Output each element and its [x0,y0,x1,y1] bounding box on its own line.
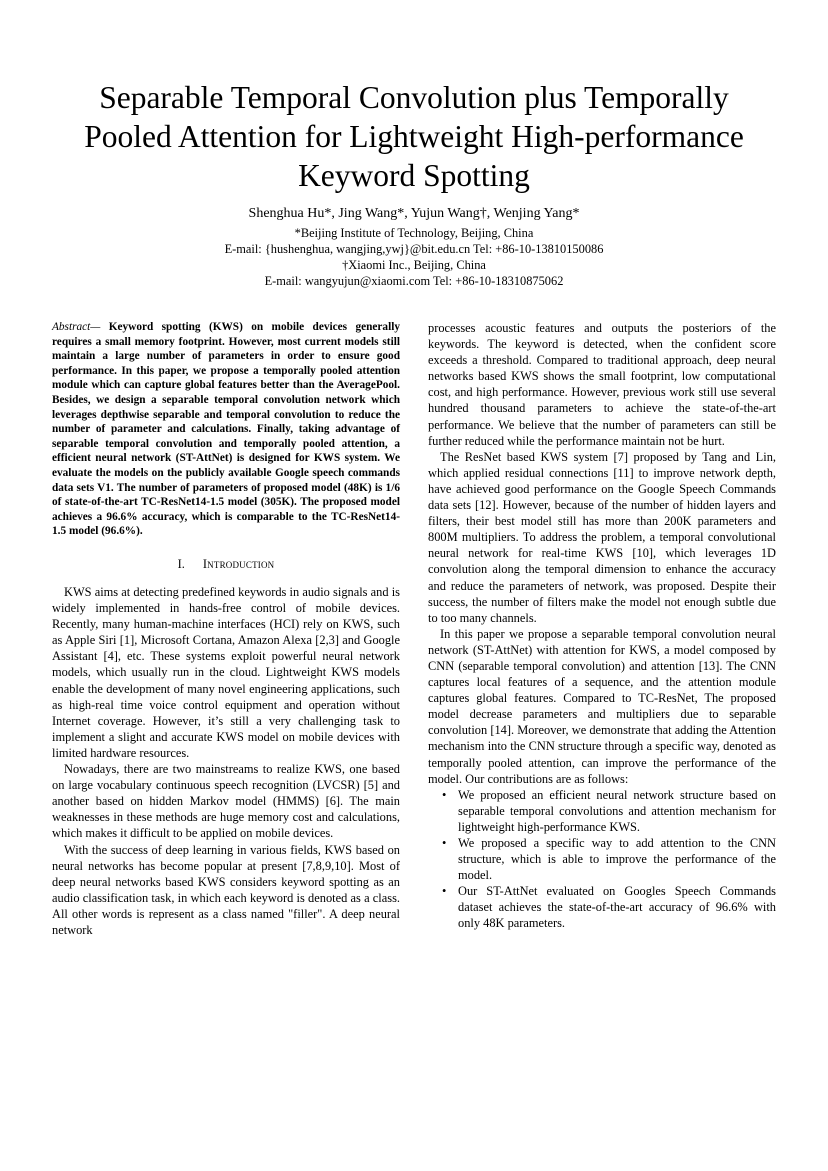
title-line: Keyword Spotting [298,158,530,193]
email-1: E-mail: {hushenghua, wangjing,ywj}@bit.edu.cn Tel: +86-10-13810150086 [224,242,604,256]
abstract-body: Keyword spotting (KWS) on mobile devices generally requires a small memory footprint. However, most current models still maintain a large number of parameters in order to ensure good performance. In this paper, we propose a temporally pooled attention module which can capture global features better than the AveragePool. Besides, we design a separable temporal convolution network which leverages depthwise separable and temporal convolution to reduce the number of parameter and calculations. Finally, taking advantage of separable temporal convolution and temporally pooled attention, a efficient neural network (ST-AttNet) is designed for KWS system. We evaluate the models on the publicly available Google speech commands data sets V1. The number of parameters of proposed model (48K) is 1/6 of state-of-the-art TC-ResNet14-1.5 model (305K). The proposed model achieves a 96.6% accuracy, which is comparable to the TC-ResNet14-1.5 model (96.6%). [52,321,400,538]
list-item [428,787,776,835]
bullet-icon: • [442,884,447,899]
affiliation-1: *Beijing Institute of Technology, Beijing, China [294,226,534,240]
right-column [428,320,776,932]
list-item [428,835,776,883]
paragraph: KWS aims at detecting predefined keywords in audio signals and is widely implemented in hands-free control of mobile devices. Recently, many human-machine interfaces (HCI) rely on KWS, such as Apple Siri [1], Microsoft Cortana, Amazon Alexa [2,3] and Google Assistant [4], etc. These systems exploit powerful neural network models, which usually run in the cloud. Lightweight KWS models enable the development of many novel engineering applications, such as high-real time voice control equipment and operation without Internet coverage. However, it’s still a very challenging task to implement a slight and accurate KWS model on mobile devices with limited hardware resources. [52,585,400,760]
author-list: Shenghua Hu*, Jing Wang*, Yujun Wang†, Wenjing Yang* [248,206,580,221]
section-title: Introduction [202,556,275,571]
paragraph: With the success of deep learning in various fields, KWS based on neural networks has become popular at present [7,8,9,10]. Most of deep neural networks based KWS considers keyword spotting as an audio classification task, in which each keyword is denoted as a class. All other words is represent as a class named "filler". A deep neural network [52,842,400,937]
affiliation-2: †Xiaomi Inc., Beijing, China [342,258,486,272]
bullet-icon: • [442,787,447,802]
left-column [52,320,400,938]
paper-title [40,78,788,195]
contribution-list [428,787,776,932]
email-2: E-mail: wangyujun@xiaomi.com Tel: +86-10-18310875062 [264,274,564,288]
title-line: Pooled Attention for Lightweight High-performance [84,119,744,154]
paragraph: Nowadays, there are two mainstreams to realize KWS, one based on large vocabulary continuous speech recognition (LVCSR) [5] and another based on hidden Markov model (HMMS) [6]. The main weaknesses in these methods are huge memory cost and calculations, which makes it difficult to be applied on mobile devices. [52,762,400,841]
list-item [428,883,776,931]
section-number: I. [177,556,185,571]
abstract-lead: Abstract— [52,321,101,333]
abstract [52,320,400,539]
list-item-text: We proposed an efficient neural network structure based on separable temporal convolutions and attention mechanism for lightweight high-performance KWS. [458,787,776,834]
section-heading [52,556,400,572]
paragraph: The ResNet based KWS system [7] proposed by Tang and Lin, which applied residual connections [11] to improve network depth, have achieved good performance on the Google Speech Commands data sets [12]. However, because of the number of hidden layers and filters, their best model still has more than 200K parameters and 800M multipliers. To address the problem, a temporal convolutional neural network for real-time KWS [10], which leverages 1D convolution along the temporal dimension to enhance the accuracy and reduce the parameters of network, was proposed. Despite their success, the number of filters make the model not enough subtle due to too many channels. [428,449,776,625]
paragraph: In this paper we propose a separable temporal convolution neural network (ST-AttNet) with attention for KWS, a model composed by CNN (separable temporal convolution) and attention [13]. The CNN captures local features of a sequence, and the attention module captures global features. Compared to TC-ResNet, The proposed model decrease parameters and multipliers due to separable convolution [14]. Moreover, we demonstrate that adding the Attention mechanism into the CNN structure through a specific way, denoted as temporally pooled attention, can improve the performance of the model. Our contributions are as follows: [428,626,776,786]
list-item-text: We proposed a specific way to add attention to the CNN structure, which is able to improve the performance of the model. [458,836,776,883]
bullet-icon: • [442,836,447,850]
title-line: Separable Temporal Convolution plus Temporally [99,80,729,115]
list-item-text: Our ST-AttNet evaluated on Googles Speech Commands dataset achieves the state-of-the-art accuracy of 96.6% with only 48K parameters. [458,884,776,931]
paragraph: processes acoustic features and outputs the posteriors of the keywords. The keyword is detected, when the confident score exceeds a threshold. Compared to traditional approach, deep neural networks based KWS shows the small footprint, low computational cost, and high performance. However, previous work still use several hundred thousand parameters to achieve the state-of-the-art performance. We believe that the number of parameters can still be further reduced while the performance maintain not be hurt. [428,321,776,448]
